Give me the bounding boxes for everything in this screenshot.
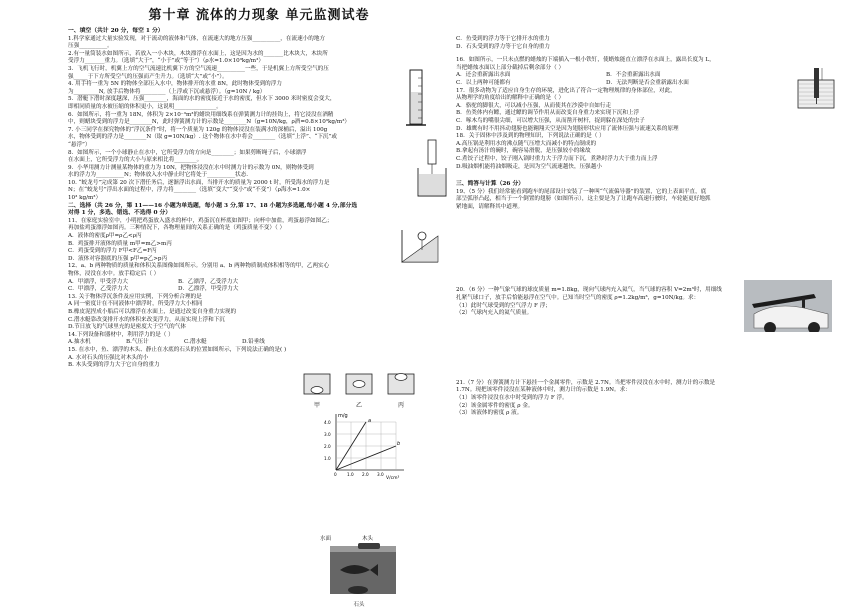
question-15: 15. 在水中，鱼、漂浮的木头、静止在水底的石头的位置如图所示，下列说法正确的是( ) A. 水对石头的压强比对木头的小 B. 木头受到的浮力大于它自身的重力 bbox=[68, 346, 287, 369]
question-8: 8．如图所示，一个小球静止在水中，它所受浮力的方向是________；如果剪断绳子后，小球漂浮 在水面上，它所受浮力的大小与原来相比将________。 bbox=[68, 149, 307, 164]
egg-cups-figure bbox=[300, 372, 420, 409]
question-20: 20．（6 分）一种气象气球的球皮质量 m=1.8kg，现向气球内充入氦气，当气球的容积 V=2m³时，用细线 扎紧气球口子，放手后恰能悬浮在空气中。已知当时空气的密度 ρ=1.2kg/m³，g=10N/kg。求： （1）此时气球受到的空气浮力 F 浮； （2）气球内充入的氦气质量。 bbox=[456, 287, 722, 317]
question-17: 17．很多动物为了适应自身生存的环境，进化出了符合一定物理规律的身体部位，对此， 从物理学的角度给出的解释中正确的是（ ） A．骆驼的脚很大，可以减小压强，从而使其在沙漠中自如行走 B．鱼类体内有鳔，通过鳔的调节作用从而改变自身重力来实现下沉和上浮 C．啄木鸟的嘴很尖细，可以增大压强，从而凿开树杆，捉到躲在深处的虫子 D．雄鹰有时不用抖动翅膀也能翱翔天空是因为翅膀形状应用了流体压强与流速关系的原理 bbox=[456, 87, 679, 132]
question-9: 9．小华用测力计测量某物体的重力为 10N，把物体浸没在水中时测力计的示数为 0N，则物体受到 水的浮力为__________N；物体放入水中静止时它将处于__________状态. bbox=[68, 164, 314, 179]
svg-text:2.0: 2.0 bbox=[362, 472, 369, 477]
svg-text:1.0: 1.0 bbox=[347, 472, 354, 477]
question-12: 12、a、b 两种物质的质量和体积关系图像如图所示。分别用 a、b 两种物质制成体积相等的甲，乙两实心 物体，浸没在水中。放手稳定后（ ） A．甲漂浮，甲受浮力大 B．乙漂浮，乙受浮力大 C．甲漂浮，乙受浮力大 D．乙漂浮，甲受浮力大 bbox=[68, 263, 330, 293]
svg-text:1.0: 1.0 bbox=[324, 456, 331, 461]
page-title: 第十章 流体的力现象 单元监测试卷 bbox=[148, 8, 370, 23]
question-21: 21.（7 分）在弹簧测力计下悬挂一个金属零件，示数是 2.7N。当把零件浸没在水中时，测力计的示数是 1.7N。现把该零件浸没在某种液体中时，测力计的示数是 1.9N。求： （1）该零件浸没在水中时受到的浮力 F 浮。 （2）该金属零件的密度 ρ 金。 （3）该液体的密度 ρ 液。 bbox=[456, 379, 716, 417]
right-column bbox=[456, 36, 796, 418]
cup-label-yi: 乙 bbox=[356, 402, 363, 409]
question-11: 11、在家庭实验室中，小明把鸡蛋放入盛水的杯中，鸡蛋沉在杯底如图甲；向杯中加盐，鸡蛋悬浮如图乙； 再加盐鸡蛋漂浮如图丙。三种情况下，各物理量间的关系正确的是（鸡蛋质量不变）（ ） A．液体的密度ρ甲=ρ乙<ρ丙 B．鸡蛋排开液体的质量 m甲=m乙>m丙 C．鸡蛋受到的浮力 F甲<F乙=F丙 D．液体对容器底的压强 p甲=p乙>p丙 bbox=[68, 217, 333, 262]
series-b-label: b bbox=[397, 441, 401, 447]
svg-text:2.0: 2.0 bbox=[324, 444, 331, 449]
ball-figure bbox=[398, 226, 442, 266]
question-6: 6．如图所示，将一重为 18N，体积为 2×10⁻³m³的蜡块用细线系在弹簧测力计的挂钩上，将它浸没在酒精 中，则蜡块受到的浮力是________N，此时弹簧测力计的示数是________N（g=10N/kg，ρ酒=0.8×10³kg/m³） bbox=[68, 111, 351, 126]
question-18: 18．关于固体中涉及到的物理知识，下列说法正确的是（ ） A.高压锅是利用水的沸点随气压增大而减小的特点制成的 B.拿起有汤汁的碗时，碗容易滑脱，是压强较小的缘故 C.煮饺子过程中，饺子刚入锅时重力大于浮力而下沉，煮熟时浮力大于重力而上浮 D.吸油烟机能将油烟吸走，是因为空气流速越快，压强越小 bbox=[456, 133, 658, 170]
section-1-heading: 一、填空（共计 20 分，每空 1 分） bbox=[68, 28, 164, 34]
label-stone: 石头 bbox=[353, 602, 365, 608]
candle-figure bbox=[796, 64, 836, 110]
svg-text:3.0: 3.0 bbox=[377, 472, 384, 477]
question-2: 2.有一量筒装水如图所示，若放入一小木块，木块漂浮在水面上，这是因为水的_______比木块大，木块所 受浮力_______重力。（选填“大于”，“小于”或“等于”）（ρ水=1.0×10³kg/m³） bbox=[68, 50, 328, 65]
cup-label-jia: 甲 bbox=[314, 402, 321, 409]
question-5: 5．潜艇下潜时深度越深，压强________，海面的水的密度接近于水的密度，但水下 3000 米时密度会变大， 即相同质量的水被压缩的体积更小，这说明_______________。 bbox=[68, 96, 336, 110]
svg-text:4.0: 4.0 bbox=[324, 420, 331, 425]
question-15-cont: C．鱼受到的浮力等于它排开水的重力 D．石头受到的浮力等于它自身的重力 bbox=[456, 36, 550, 50]
left-column bbox=[68, 0, 450, 370]
label-water-surface: 水面 bbox=[320, 536, 332, 542]
graph-y-label: m/g bbox=[338, 413, 348, 419]
graph-x-label: V/cm³ bbox=[386, 476, 400, 480]
series-a-label: a bbox=[368, 418, 372, 424]
mass-volume-graph bbox=[324, 410, 408, 480]
svg-text:3.0: 3.0 bbox=[324, 432, 331, 437]
sports-car-figure bbox=[744, 280, 832, 332]
question-7: 7. 小三同学在探究物体的“浮沉条件”时，将一个质量为 120g 的物体浸没在装满水的深桶后，溢出 100g 水，物体受到的浮力是________N（取 g=10N/kg）. 这个物体在水中将会________（选填“上浮”、“下沉”或 “悬浮”） bbox=[68, 126, 337, 148]
water-scene-figure bbox=[318, 534, 400, 606]
svg-text:0: 0 bbox=[334, 472, 337, 477]
question-4: 4. 用手将一重为 5N 的物体全部压入水中，物体排开的水重 8N，此时物体受到的浮力 为_________N, 放手后物体将_________（上浮或下沉或悬浮）。（g=10N / kg） bbox=[68, 81, 282, 95]
spring-scale-figure bbox=[410, 138, 450, 200]
question-10: 10. “蛟龙号”完成第 20 次下潜任务后，逐渐浮出水面，当排开水的质量为 2000 t 时，所受海水的浮力是 N；在“蛟龙号”浮出水面的过程中，浮力将________（选填“变大”“变小”或“不变”）（ρ海水=1.0× 10³ kg/m³） bbox=[68, 179, 330, 202]
label-wood: 木头 bbox=[362, 536, 374, 542]
question-19: 19、（5 分）我们经常能看到跑车的尾部设计安装了一种叫“气流偏导器”的装置，它的上表面平直，底 部呈弧形凸起，相当于一个倒置的翅膀（如图所示），这主要是为了让跑车高速行驶时，车轮能更好地抓 紧地面，请解释其中道理。 bbox=[456, 188, 711, 210]
question-14: 14.下列设备和器材中，利用浮力的是（ ） A.抽水机 B.气压计 C.潜水艇 D.铅垂线 bbox=[68, 331, 265, 346]
question-3: 3．飞机飞行时，机翼上方的空气流速比机翼下方的空气流速__________一些，于是机翼上方所受空气的压 强_____于下方所受空气的压强而产生升力。（选填“大”或“小”）。 bbox=[68, 65, 329, 80]
section-2-heading: 二、选择（共 26 分，第 11——16 小题为单选题，每小题 3 分,第 17、18 小题为多选题,每小题 4 分,部分选 对得 1 分，多选、错选、不选得 0 分） bbox=[68, 202, 358, 217]
question-1: 1.科学家通过大量实验发现，对于流动的液体和气体，在流速大的地方压强__________，在流速小的地方 压强__________。 bbox=[68, 35, 326, 50]
question-13: 13. 关于物体浮沉条件及应用实例，下列分析合理的是 A 同一密度计在不同液体中漂浮时，所受浮力大小相同 B.橡皮泥捏成小船后可以漂浮在水面上，是通过改变自身重力实现的 C.潜水艇靠改变排开水的体积来改变浮力，从而实现上浮和下沉 D.节日放飞的气球里充的是密度大于空气的气体 bbox=[68, 293, 237, 331]
question-16: 16．如图所示，一只未点燃的蜡烛的下端插入一根小铁钉，使蜡烛能直立漂浮在水面上，露出长度为 L， 当把蜡烛水面以上部分截掉后剩余部分（ ） A．还会重新露出水面 B．不会重新露出水面 C．以上两种可能都有 D．无法判断是否会重新露出水面 bbox=[456, 57, 715, 86]
cup-label-bing: 丙 bbox=[398, 402, 405, 409]
section-3-heading: 三、简答与计算（26 分） bbox=[456, 181, 525, 188]
cylinder-figure bbox=[404, 68, 430, 130]
